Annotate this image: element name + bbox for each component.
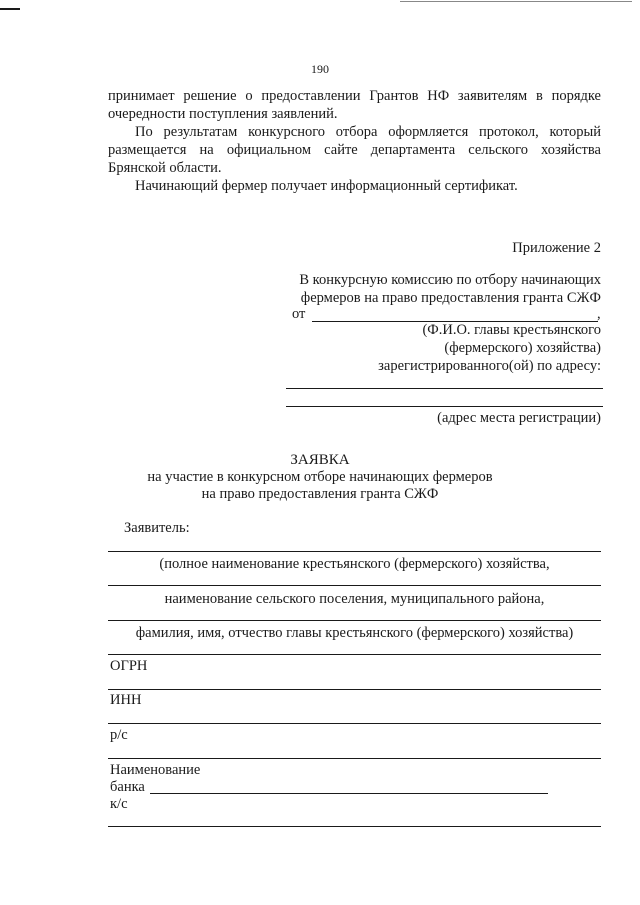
title-subtitle-line-2: на право предоставления гранта СЖФ: [201, 486, 439, 502]
intro-p1-line-1: принимает решение о предоставлении Грантов НФ заявителям в порядке: [108, 88, 601, 104]
address-fill-line-1[interactable]: [286, 388, 603, 389]
intro-paragraph-1: [108, 87, 601, 123]
from-label: от: [292, 306, 306, 322]
inn-fill-line[interactable]: [108, 723, 601, 724]
ks-label: к/с: [110, 796, 128, 812]
title-subtitle-line-1: на участие в конкурсном отборе начинающих фермеров: [147, 469, 493, 485]
addressee-line-2: фермеров на право предоставления гранта СЖФ: [300, 290, 601, 306]
document-title: ЗАЯВКА: [290, 452, 350, 468]
settlement-line[interactable]: [108, 585, 601, 586]
settlement-hint: наименование сельского поселения, муниципального района,: [164, 591, 545, 607]
intro-paragraph-2: [108, 123, 601, 177]
from-comma: ,: [597, 306, 601, 322]
applicant-full-name-line[interactable]: [108, 551, 601, 552]
intro-p2-line-3: Брянской области.: [108, 160, 222, 176]
top-edge-rule: [400, 1, 632, 2]
page-number: 190: [311, 62, 329, 76]
rs-label: р/с: [110, 727, 128, 743]
fio-hint-line-2: (фермерского) хозяйства): [444, 340, 601, 356]
inn-label: ИНН: [110, 692, 142, 708]
ogrn-fill-line[interactable]: [108, 689, 601, 690]
ogrn-label: ОГРН: [110, 658, 148, 674]
bank-label-line-1: Наименование: [110, 762, 201, 778]
intro-p1-line-2: очередности поступления заявлений.: [108, 106, 338, 122]
bank-label-line-2: банка: [110, 779, 145, 795]
fio-hint-line-1: (Ф.И.О. главы крестьянского: [422, 322, 601, 338]
applicant-label: Заявитель:: [124, 520, 190, 536]
ogrn-top-line: [108, 654, 601, 655]
corner-mark: [0, 8, 20, 10]
intro-p3-line-1: Начинающий фермер получает информационный сертификат.: [135, 178, 518, 194]
head-name-line[interactable]: [108, 620, 601, 621]
address-fill-line-2[interactable]: [286, 406, 603, 407]
bank-name-fill-line[interactable]: [150, 793, 548, 794]
rs-fill-line[interactable]: [108, 758, 601, 759]
intro-paragraph-3: [108, 177, 601, 195]
addressee-line-1: В конкурсную комиссию по отбору начинающих: [299, 272, 601, 288]
address-hint: (адрес места регистрации): [437, 410, 601, 426]
intro-p2-line-1: По результатам конкурсного отбора оформляется протокол, который: [135, 124, 601, 140]
full-name-hint: (полное наименование крестьянского (фермерского) хозяйства,: [159, 556, 550, 572]
ks-fill-line[interactable]: [108, 826, 601, 827]
intro-p2-line-2: размещается на официальном сайте департамента сельского хозяйства: [108, 142, 601, 158]
registered-address-label: зарегистрированного(ой) по адресу:: [378, 358, 601, 374]
head-name-hint: фамилия, имя, отчество главы крестьянского (фермерского) хозяйства): [135, 625, 574, 641]
appendix-label: Приложение 2: [512, 240, 601, 256]
